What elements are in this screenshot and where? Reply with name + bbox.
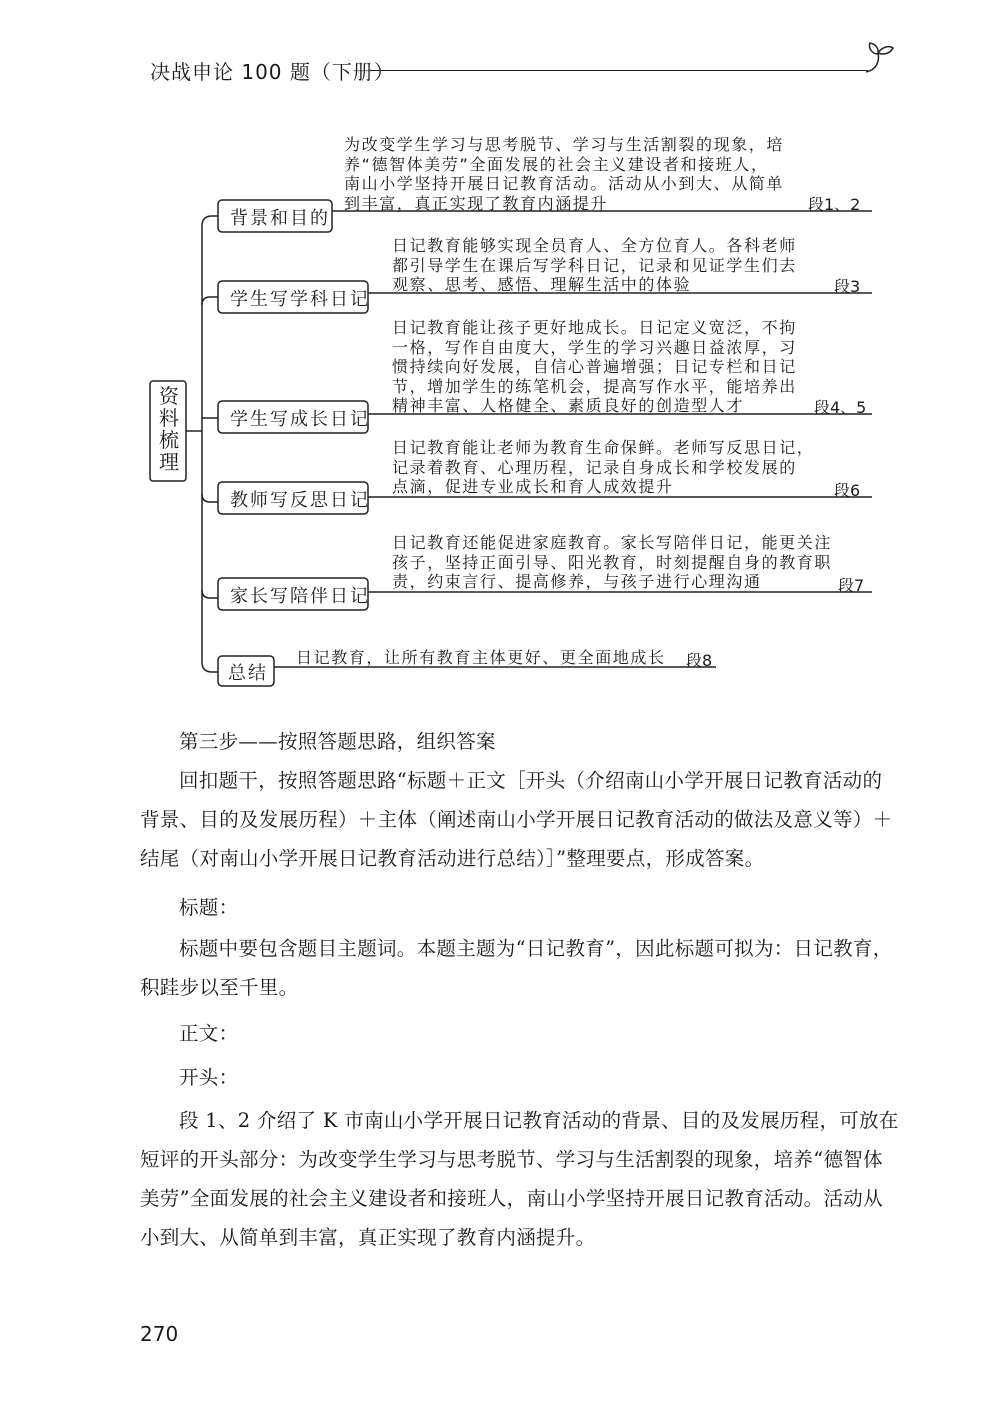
opening-label: 开头： <box>179 1066 239 1089</box>
body-paragraph <box>140 888 900 927</box>
page-number: 270 <box>140 1322 179 1346</box>
body-paragraph <box>140 761 900 878</box>
branch-text-subject-diary: 日记教育能够实现全员育人、全方位育人。各科老师 都引导学生在课后写学科日记，记录和见证学生们去 观察、思考、感悟、理解生活中的体验 <box>392 236 797 294</box>
branch-label-subject-diary: 学生写学科日记 <box>230 289 370 310</box>
branch-label-background: 背景和目的 <box>230 208 330 229</box>
title-explanation-paragraph: 标题中要包含题目主题词。本题主题为“日记教育”，因此标题可拟为：日记教育，积跬步以至千里。 <box>140 937 893 999</box>
branch-para-background: 段1、2 <box>808 195 861 214</box>
branch-text-background: 为改变学生学习与思考脱节、学习与生活割裂的现象，培 养“德智体美劳”全面发展的社会主义建设者和接班人， 南山小学坚持开展日记教育活动。活动从小到大、从简单 到丰富，真正实现了教育内涵提升 <box>344 135 785 213</box>
branch-label-summary: 总结 <box>228 663 268 684</box>
main-text-label: 正文： <box>179 1022 239 1045</box>
body-paragraph <box>140 1014 900 1053</box>
branch-para-parent-diary: 段7 <box>838 576 865 595</box>
answer-approach-paragraph: 回扣题干，按照答题思路“标题＋正文［开头（介绍南山小学开展日记教育活动的背景、目的及发展历程）＋主体（阐述南山小学开展日记教育活动的做法及意义等）＋结尾（对南山小学开展日记教育活动进行总结）］”整理要点，形成答案。 <box>140 769 893 870</box>
opening-paragraph: 段 1、2 介绍了 K 市南山小学开展日记教育活动的背景、目的及发展历程，可放在短评的开头部分：为改变学生学习与思考脱节、学习与生活割裂的现象，培养“德智体美劳”全面发展的社会主义建设者和接班人，南山小学坚持开展日记教育活动。活动从小到大、从简单到丰富，真正实现了教育内涵提升。 <box>140 1109 899 1249</box>
page-header-title: 决战申论 100 题（下册） <box>150 60 395 84</box>
branch-text-teacher-diary: 日记教育能让老师为教育生命保鲜。老师写反思日记， 记录着教育、心理历程，记录自身成长和学校发展的 点滴，促进专业成长和育人成效提升 <box>392 438 815 496</box>
body-paragraph <box>140 1101 900 1257</box>
title-label: 标题： <box>179 896 239 919</box>
body-step-heading <box>140 722 900 761</box>
branch-label-parent-diary: 家长写陪伴日记 <box>230 586 370 607</box>
step-three-heading: 第三步——按照答题思路，组织答案 <box>179 730 496 753</box>
branch-text-parent-diary: 日记教育还能促进家庭教育。家长写陪伴日记，能更关注 孩子，坚持正面引导、阳光教育，时刻提醒自身的教育职 责，约束言行、提高修养，与孩子进行心理沟通 <box>392 533 833 591</box>
branch-label-teacher-diary: 教师写反思日记 <box>230 490 370 511</box>
mindmap-root-label: 资料梳理 <box>159 384 179 474</box>
branch-para-growth-diary: 段4、5 <box>814 398 867 417</box>
branch-text-growth-diary: 日记教育能让孩子更好地成长。日记定义宽泛，不拘 一格，写作自由度大，学生的学习兴趣日益浓厚，习 惯持续向好发展，自信心普遍增强；日记专栏和日记 节，增加学生的练笔机会，提高写作水平，能培养出 精神丰富、人格健全、素质良好的创造型人才 <box>392 318 797 415</box>
branch-text-summary: 日记教育，让所有教育主体更好、更全面地成长 <box>296 648 666 667</box>
body-paragraph <box>140 929 900 1007</box>
branch-label-growth-diary: 学生写成长日记 <box>230 409 370 430</box>
branch-para-summary: 段8 <box>686 651 713 670</box>
body-paragraph <box>140 1058 900 1097</box>
branch-para-subject-diary: 段3 <box>834 277 861 296</box>
branch-para-teacher-diary: 段6 <box>834 481 861 500</box>
